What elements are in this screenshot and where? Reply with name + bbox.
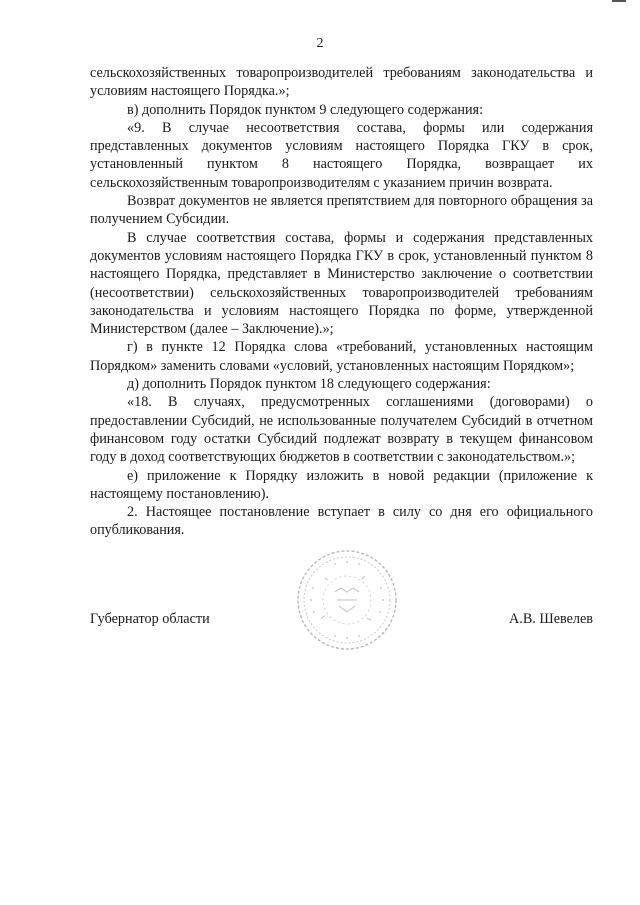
paragraph-5: В случае соответствия состава, формы и содержания представленных документов условиям настоящего Порядка ГКУ в срок, установленный пунктом 8 настоящего Порядка, представляет в Министерство заключение о соответствии (несоответствии) сельскохозяйственных товаропроизводителей требованиям законодательства и условиям настоящего Порядка по форме, утвержденной Министерством (далее – Заключение).»; [90,229,593,338]
official-seal-stamp [295,548,399,652]
page-number: 2 [316,36,324,51]
paragraph-3: «9. В случае несоответствия состава, формы или содержания представленных документов условиям настоящего Порядка ГКУ в срок, установленный пунктом 8 настоящего Порядка, возвращает их сельскохозяйственным товаропроизводителям с указанием причин возврата. [90,119,593,191]
paragraph-6: г) в пункте 12 Порядка слова «требований, установленных настоящим Порядком» заменить словами «условий, установленных настоящим Порядком»; [90,339,593,374]
paragraph-7: д) дополнить Порядок пунктом 18 следующего содержания: [127,376,491,393]
paragraph-10: 2. Настоящее постановление вступает в силу со дня его официального опубликования. [90,504,593,539]
paragraph-9: е) приложение к Порядку изложить в новой редакции (приложение к настоящему постановлению). [90,467,593,502]
signatory-name: А.В. Шевелев [509,611,593,627]
signatory-title: Губернатор области [90,611,210,627]
document-body [90,64,593,540]
signature-block [90,610,593,630]
page-corner-mark [612,0,626,10]
paragraph-1: сельскохозяйственных товаропроизводителей требованиям законодательства и условиям настоящего Порядка.»; [90,65,593,100]
paragraph-4: Возврат документов не является препятствием для повторного обращения за получением Субсидии. [90,193,593,228]
paragraph-2: в) дополнить Порядок пунктом 9 следующего содержания: [127,101,484,118]
paragraph-8: «18. В случаях, предусмотренных соглашениями (договорами) о предоставлении Субсидий, не использованные получателем Субсидий в отчетном финансовом году остатки Субсидий подлежат возврату в текущем финансовом году в доход соответствующих бюджетов в соответствии с законодательством.»; [90,394,593,466]
